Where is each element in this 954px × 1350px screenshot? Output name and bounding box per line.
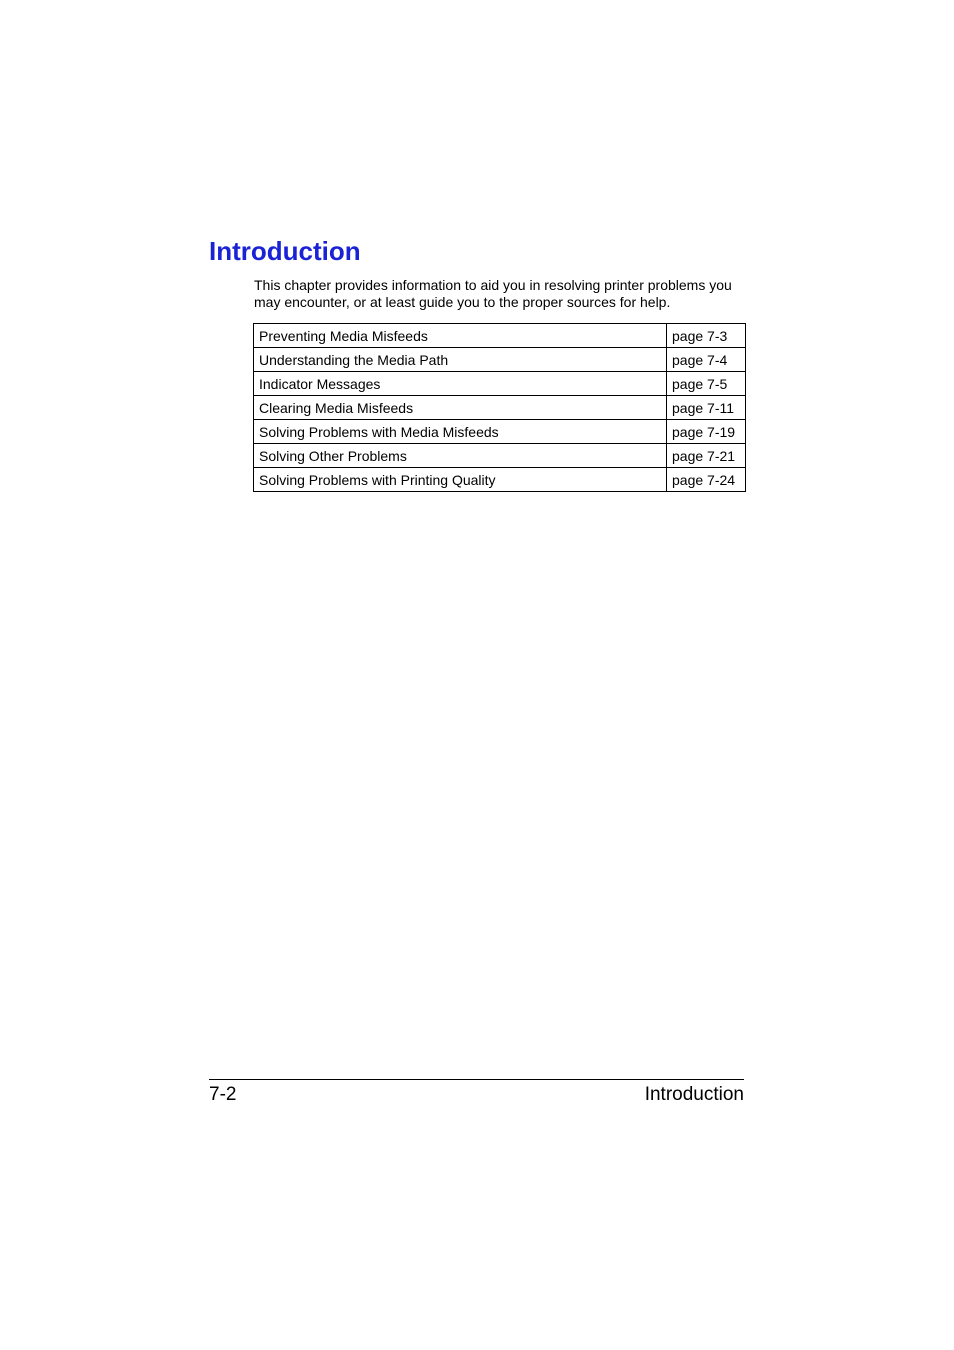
toc-title: Solving Other Problems — [254, 444, 667, 468]
table-row — [254, 372, 746, 396]
toc-page-ref[interactable]: page 7-21 — [667, 444, 746, 468]
footer-section-title: Introduction — [644, 1084, 744, 1105]
intro-paragraph: This chapter provides information to aid you in resolving printer problems you may encounter, or at least guide you to the proper sources for help. — [254, 277, 732, 310]
table-row — [254, 348, 746, 372]
table-row — [254, 324, 746, 348]
toc-page-ref[interactable]: page 7-11 — [667, 396, 746, 420]
toc-page-ref[interactable]: page 7-3 — [667, 324, 746, 348]
footer-divider — [209, 1079, 744, 1080]
page-heading: Introduction — [209, 236, 361, 266]
toc-title: Preventing Media Misfeeds — [254, 324, 667, 348]
chapter-contents-table — [253, 323, 746, 492]
toc-title: Solving Problems with Printing Quality — [254, 468, 667, 492]
table-row — [254, 468, 746, 492]
toc-title: Indicator Messages — [254, 372, 667, 396]
table-row — [254, 420, 746, 444]
toc-page-ref[interactable]: page 7-19 — [667, 420, 746, 444]
table-row — [254, 444, 746, 468]
toc-title: Understanding the Media Path — [254, 348, 667, 372]
toc-title: Solving Problems with Media Misfeeds — [254, 420, 667, 444]
footer-page-number: 7-2 — [209, 1084, 237, 1105]
toc-page-ref[interactable]: page 7-4 — [667, 348, 746, 372]
toc-title: Clearing Media Misfeeds — [254, 396, 667, 420]
toc-page-ref[interactable]: page 7-24 — [667, 468, 746, 492]
toc-page-ref[interactable]: page 7-5 — [667, 372, 746, 396]
table-row — [254, 396, 746, 420]
